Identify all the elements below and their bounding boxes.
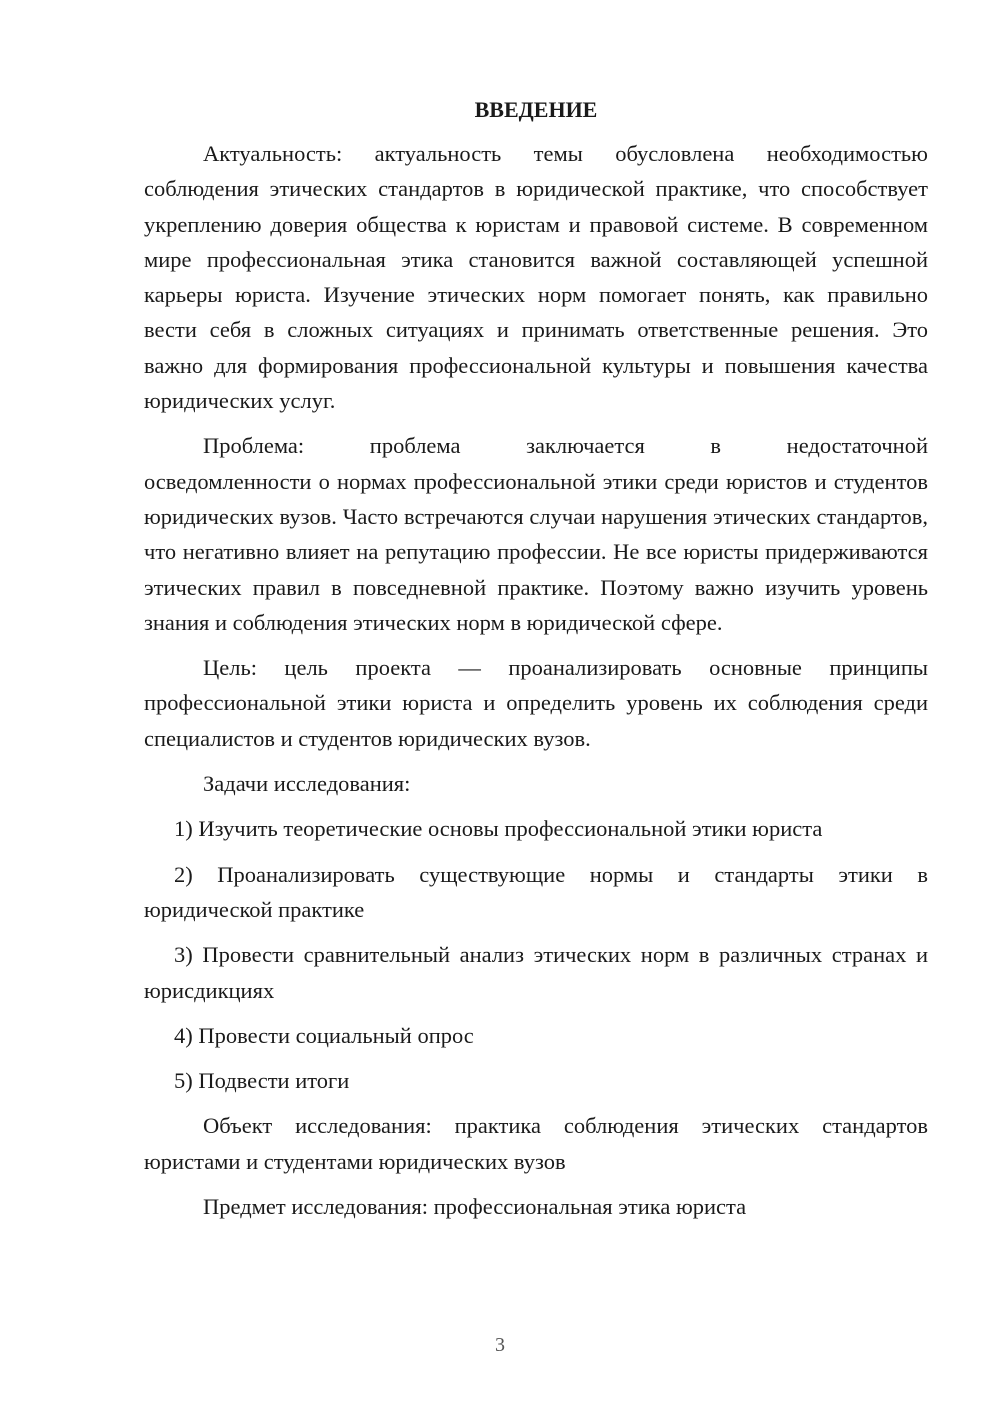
list-item: 5) Подвести итоги — [174, 1068, 350, 1094]
page-number: 3 — [495, 1334, 505, 1356]
subject-paragraph: Предмет исследования: профессиональная этика юриста — [203, 1194, 747, 1220]
relevance-paragraph: Актуальность: актуальность темы обусловлена необходимостью соблюдения этических стандартов в юридической практике, что способствует укреплению доверия общества к юристам и правовой системе. В современном мире профессиональная этика становится важной составляющей успешной карьеры юриста. Изучение этических норм помогает понять, как правильно вести себя в сложных ситуациях и принимать ответственные решения. Это важно для формирования профессиональной культуры и повышения качества юридических услуг. — [144, 141, 928, 414]
page-content — [144, 92, 928, 1234]
list-item: 4) Провести социальный опрос — [174, 1022, 474, 1048]
object-paragraph: Объект исследования: практика соблюдения этических стандартов юристами и студентами юридических вузов — [144, 1113, 928, 1174]
list-item: 1) Изучить теоретические основы профессиональной этики юриста — [174, 816, 823, 842]
list-item: 2) Проанализировать существующие нормы и стандарты этики в юридической практике — [144, 861, 928, 922]
tasks-list — [144, 811, 928, 1098]
list-item: 3) Провести сравнительный анализ этических норм в различных странах и юрисдикциях — [144, 942, 928, 1003]
page-title: ВВЕДЕНИЕ — [474, 97, 598, 122]
goal-paragraph: Цель: цель проекта — проанализировать основные принципы профессиональной этики юриста и определить уровень их соблюдения среди специалистов и студентов юридических вузов. — [144, 655, 928, 751]
tasks-heading: Задачи исследования: — [203, 771, 411, 797]
problem-text: осведомленности о нормах профессиональной этики среди юристов и студентов юридических вузов. Часто встречаются случаи нарушения этических стандартов, что негативно влияет на репутацию профессии. Не все юристы придерживаются этических правил в повседневной практике. Поэтому важно изучить уровень знания и соблюдения этических норм в юридической сфере. — [144, 468, 928, 635]
problem-first-line: Проблема: проблема заключается в недостаточной — [203, 433, 928, 459]
problem-paragraph — [144, 428, 928, 640]
